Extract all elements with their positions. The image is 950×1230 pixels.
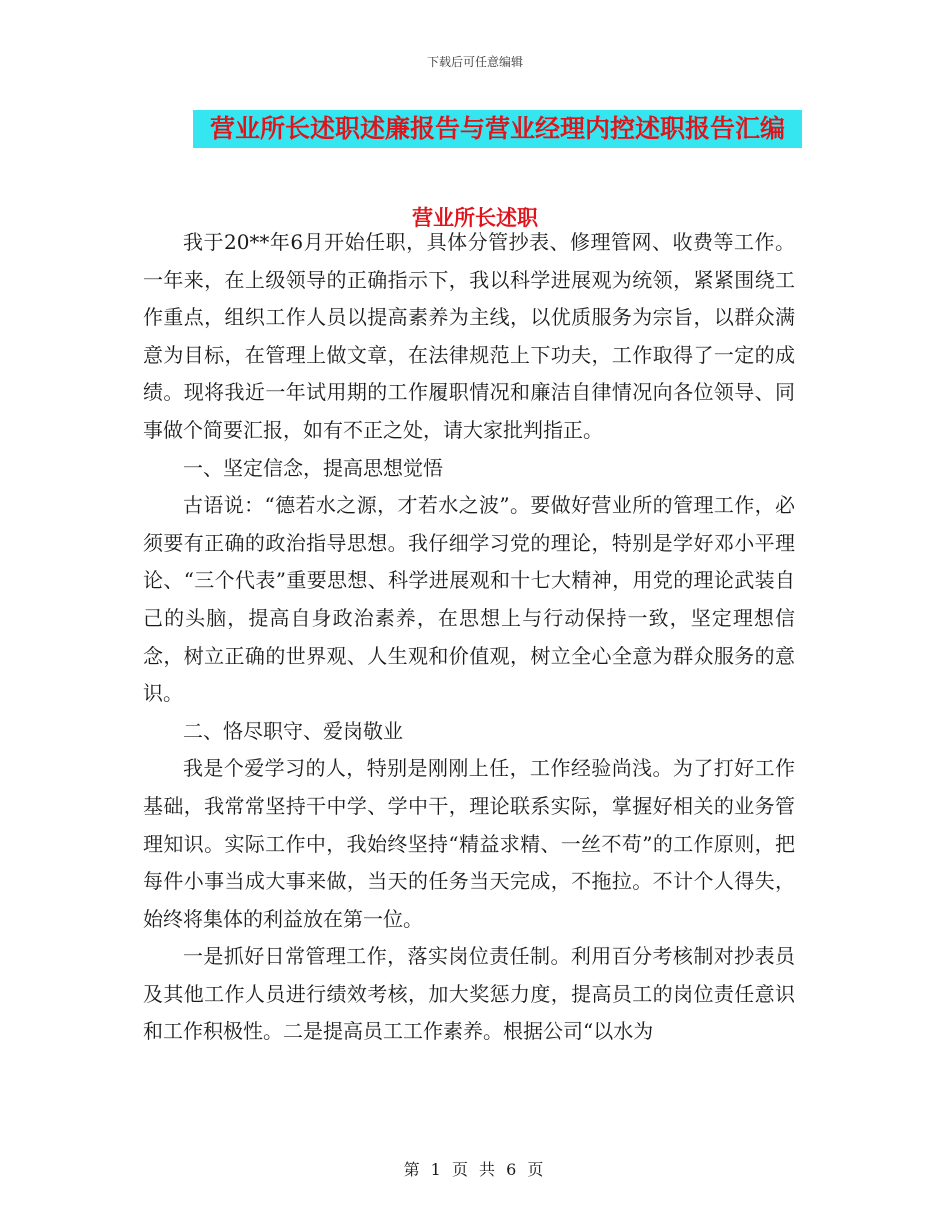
page-number: 第 1 页 共 6 页 — [403, 1160, 547, 1179]
section-title: 营业所长述职 — [412, 206, 538, 230]
document-body — [143, 224, 795, 1051]
document-title: 营业所长述职述廉报告与营业经理内控述职报告汇编 — [193, 110, 802, 148]
heading-one: 一、坚定信念，提高思想觉悟 — [183, 455, 443, 480]
paragraph-belief: 古语说：“德若水之源，才若水之波”。要做好营业所的管理工作，必须要有正确的政治指导思想。我仔细学习党的理论，特别是学好邓小平理论、“三个代表”重要思想、科学进展观和十七大精神，用党的理论武装自己的头脑，提高自身政治素养，在思想上与行动保持一致，坚定理想信念，树立正确的世界观、人生观和价值观，树立全心全意为群众服务的意识。 — [143, 493, 795, 706]
header-note: 下载后可任意编辑 — [426, 55, 523, 69]
paragraph-intro: 我于20**年6月开始任职，具体分管抄表、修理管网、收费等工作。一年来，在上级领导的正确指示下，我以科学进展观为统领，紧紧围绕工作重点，组织工作人员以提高素养为主线，以优质服务为宗旨，以群众满意为目标，在管理上做文章，在法律规范上下功夫，工作取得了一定的成绩。现将我近一年试用期的工作履职情况和廉洁自律情况向各位领导、同事做个简要汇报，如有不正之处，请大家批判指正。 — [143, 230, 795, 442]
heading-two: 二、恪尽职守、爱岗敬业 — [183, 718, 403, 743]
paragraph-duty: 我是个爱学习的人，特别是刚刚上任，工作经验尚浅。为了打好工作基础，我常常坚持干中学、学中干，理论联系实际，掌握好相关的业务管理知识。实际工作中，我始终坚持“精益求精、一丝不苟”的工作原则，把每件小事当成大事来做，当天的任务当天完成，不拖拉。不计个人得失，始终将集体的利益放在第一位。 — [143, 756, 795, 931]
paragraph-management: 一是抓好日常管理工作，落实岗位责任制。利用百分考核制对抄表员及其他工作人员进行绩效考核，加大奖惩力度，提高员工的岗位责任意识和工作积极性。二是提高员工工作素养。根据公司“以水为 — [143, 944, 795, 1044]
